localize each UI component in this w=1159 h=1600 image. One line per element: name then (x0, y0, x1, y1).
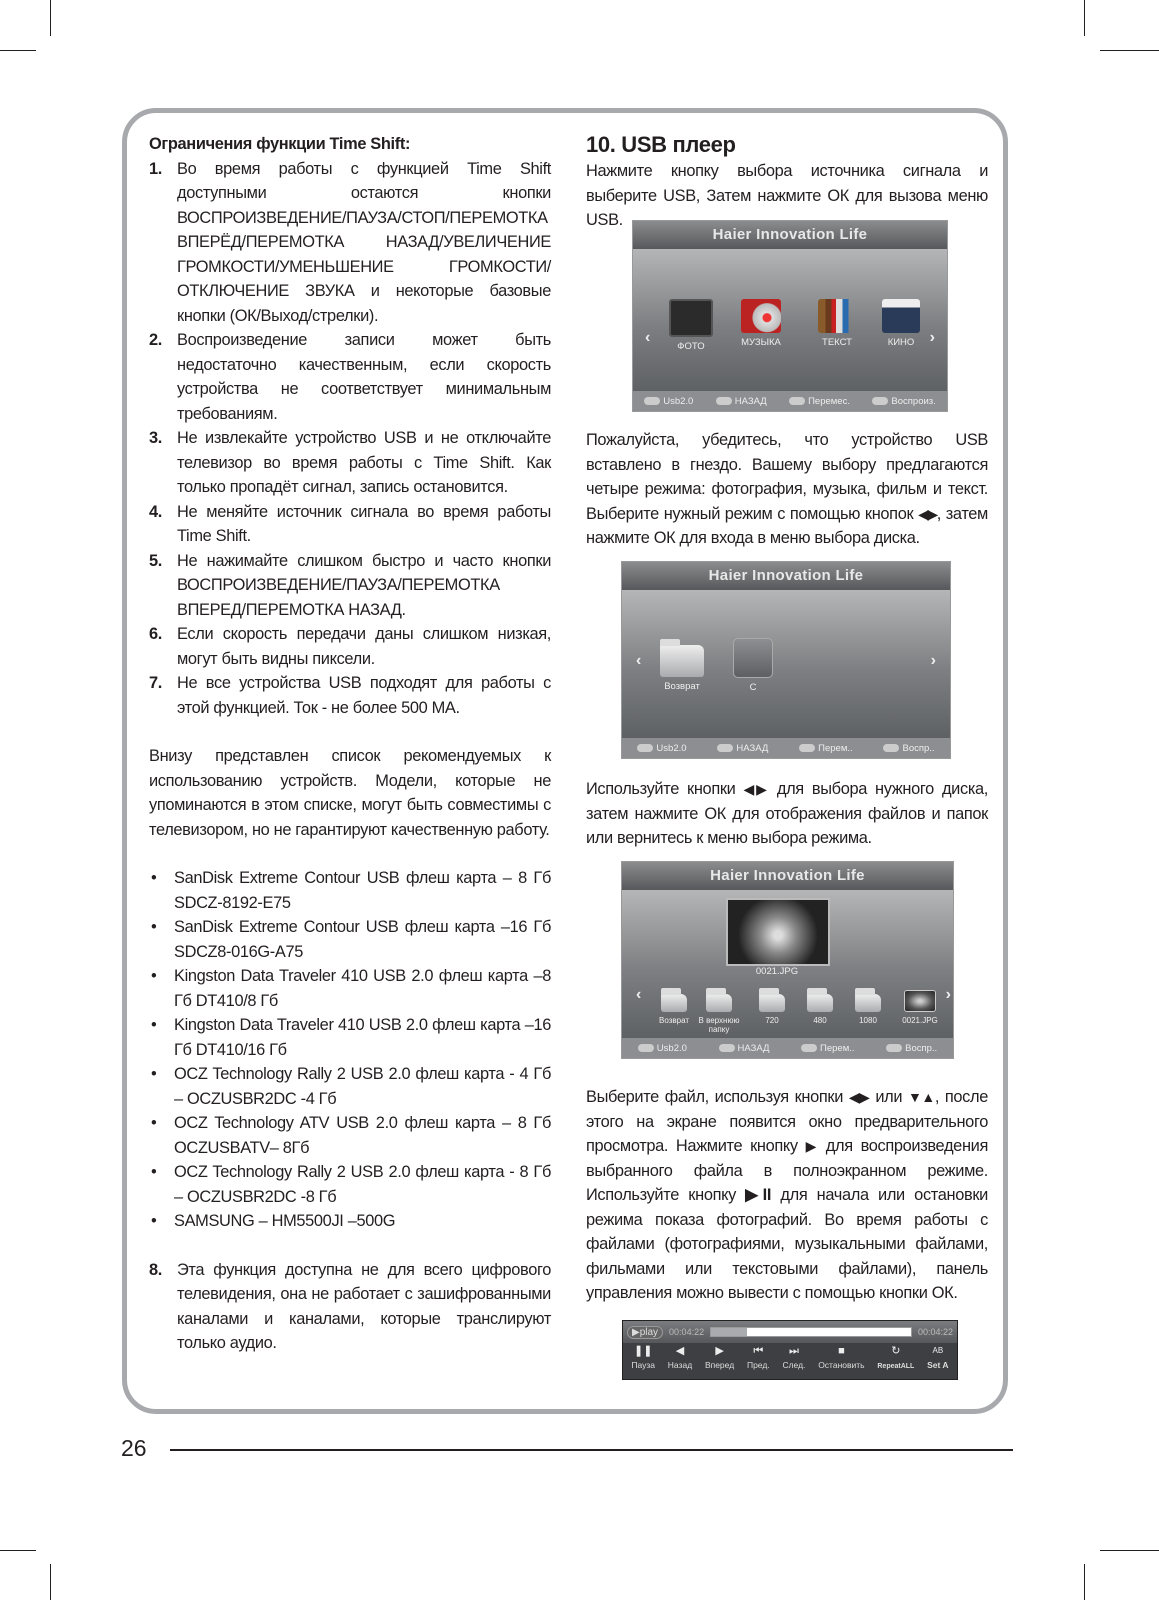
screen-footer (633, 391, 947, 411)
paragraph-usb-intro: Нажмите кнопку выбора источника сигнала и выберите USB, Затем нажмите ОК для вызова меню USB. (586, 162, 988, 229)
list-item (149, 671, 551, 720)
tile-label: В верхнюю папку (698, 1016, 740, 1034)
footer-back: НАЗАД (716, 396, 767, 407)
footer-back: НАЗАД (719, 1043, 770, 1054)
text: , затем нажмите ОК для входа в меню выбора диска. (586, 504, 988, 547)
chevron-left-icon[interactable]: ‹ (636, 986, 642, 1003)
item-text: Не все устройства USB подходят для работы с этой функцией. Ток - не более 500 МА. (177, 674, 551, 717)
chevron-left-icon[interactable]: ‹ (636, 652, 642, 669)
item-number: 3. (149, 429, 162, 447)
folder-up-icon (706, 994, 732, 1012)
list-item (149, 622, 551, 671)
bullet-icon: • (151, 869, 157, 887)
crop-mark (50, 1564, 51, 1600)
page-number: 26 (121, 1435, 147, 1461)
tile-label: 0021.JPG (902, 1016, 938, 1025)
screen-footer (622, 738, 950, 758)
repeat-icon: ↻ (891, 1345, 901, 1357)
mode-text[interactable] (813, 299, 861, 348)
crop-mark (0, 50, 36, 51)
tile-label: МУЗЫКА (741, 337, 781, 348)
tile-return[interactable] (654, 994, 694, 1025)
bullet-icon: • (151, 1212, 157, 1230)
tile-return[interactable] (656, 645, 708, 692)
item-number: 7. (149, 674, 162, 692)
footer-usb: Usb2.0 (644, 396, 693, 407)
tile-label: C (749, 682, 757, 693)
item-number: 5. (149, 551, 162, 570)
footer-usb: Usb2.0 (638, 1043, 687, 1054)
screen-title: Haier Innovation Life (622, 562, 950, 590)
device-text: Kingston Data Traveler 410 USB 2.0 флеш карта –8 Гб DT410/8 Гб (174, 967, 551, 1010)
usb-file-browser-screen (621, 861, 954, 1059)
footer-move: Перем.. (799, 743, 853, 754)
device-text: OCZ Technology Rally 2 USB 2.0 флеш карта - 8 Гб – OCZUSBR2DC -8 Гб (174, 1163, 551, 1206)
text: для воспроизведения выбранного файла в полноэкранном режиме. Используйте кнопку (586, 1137, 988, 1204)
tile-disk-c[interactable] (728, 638, 778, 693)
footer-back: НАЗАД (717, 743, 768, 754)
device-item (149, 964, 551, 1013)
preview-caption: 0021.JPG (755, 966, 799, 977)
time-total: 00:04:22 (917, 1327, 953, 1337)
time-current: 00:04:22 (669, 1327, 705, 1337)
tile-label: ФОТО (677, 341, 705, 352)
chevron-right-icon[interactable]: › (929, 329, 935, 346)
item-number: 4. (149, 502, 162, 521)
rewind-button[interactable]: ◀ Назад (667, 1345, 693, 1370)
tile-label: 720 (765, 1016, 779, 1025)
media-control-panel (622, 1320, 958, 1380)
text: , после этого на экране появится окно предварительного просмотра. Нажмите кнопку (586, 1088, 988, 1155)
progress-bar[interactable] (710, 1327, 912, 1337)
mode-movie[interactable] (879, 299, 923, 348)
screen-footer (622, 1038, 953, 1058)
footer-play: Воспроиз. (872, 396, 935, 407)
next-icon: ⏭ (788, 1345, 799, 1357)
folder-icon (807, 994, 833, 1012)
footer-move: Перем.. (801, 1043, 855, 1054)
crop-mark (1084, 1564, 1085, 1600)
device-text: SAMSUNG – HM5500JI –500G (174, 1212, 396, 1230)
folder-icon (759, 994, 785, 1012)
bullet-icon: • (151, 918, 157, 936)
music-disc-icon (741, 299, 781, 333)
footer-rule (170, 1449, 1013, 1451)
item-number: 8. (149, 1260, 162, 1279)
list-item (149, 426, 551, 500)
pause-button[interactable]: ❚❚ Пауза (631, 1345, 656, 1370)
folder-icon (855, 994, 881, 1012)
bullet-icon: • (151, 1114, 157, 1132)
crop-mark (1100, 50, 1159, 51)
footer-play: Воспр.. (883, 743, 934, 754)
text: для выбора нужного диска, затем нажмите ОК для отображения файлов и папок или вернитесь к меню выбора режима. (586, 780, 988, 847)
device-item (149, 915, 551, 964)
item-text: Воспроизведение записи может быть недостаточно качественным, если скорость устройства не соответствует минимальным требованиям. (177, 331, 551, 423)
right-column (586, 132, 988, 233)
folder-return-icon (661, 994, 687, 1012)
device-item (149, 1111, 551, 1160)
paragraph-file-select (586, 1085, 988, 1306)
tile-label: 480 (813, 1016, 827, 1025)
mode-music[interactable] (735, 299, 787, 348)
bullet-icon: • (151, 967, 157, 985)
bullet-icon: • (151, 1065, 157, 1083)
device-text: SanDisk Extreme Contour USB флеш карта –16 Гб SDCZ8-016G-A75 (174, 918, 551, 961)
text: Выберите файл, используя кнопки (586, 1088, 844, 1106)
left-right-arrows-icon: ◀▶ (918, 505, 937, 522)
clapperboard-icon (882, 299, 920, 333)
item-text: Во время работы с функцией Time Shift доступными остаются кнопки ВОСПРОИЗВЕДЕНИЕ/ПАУЗА/СТОП/ПЕРЕМОТКА ВПЕРЁД/ПЕРЕМОТКА НАЗАД/УВЕЛИЧЕНИЕ ГРОМКОСТИ/УМЕНЬШЕНИЕ ГРОМКОСТИ/ОТКЛЮЧЕНИЕ ЗВУКА и некоторые базовые кнопки (ОК/Выход/стрелки). (177, 159, 551, 325)
timeshift-heading: Ограничения функции Time Shift: (149, 135, 411, 153)
device-item (149, 866, 551, 915)
forward-button[interactable]: ▶ Вперед (704, 1345, 735, 1370)
list-item (149, 157, 551, 329)
tile-file-jpg[interactable] (898, 990, 942, 1025)
item-number: 6. (149, 625, 162, 643)
item-text: Если скорость передачи даны слишком низкая, могут быть видны пиксели. (177, 625, 551, 668)
tile-parent-folder[interactable] (696, 994, 742, 1034)
down-up-arrows-icon: ▼▲ (907, 1089, 935, 1105)
camera-icon (669, 299, 713, 337)
tile-folder-480[interactable] (800, 994, 840, 1025)
previous-icon: ⏮ (753, 1345, 764, 1357)
device-item (149, 1160, 551, 1209)
device-text: OCZ Technology Rally 2 USB 2.0 флеш карта - 4 Гб – OCZUSBR2DC -4 Гб (174, 1065, 551, 1108)
list-item (149, 328, 551, 426)
list-item (149, 500, 551, 549)
usb-disk-screen (621, 561, 951, 759)
left-column (149, 132, 551, 1356)
devices-intro: Внизу представлен список рекомендуемых к использованию устройств. Модели, которые не упоминаются в этом списке, могут быть совместимы с телевизором, но не гарантируют качественную работу. (149, 747, 551, 839)
ab-repeat-icon: AB (932, 1346, 944, 1355)
next-button[interactable]: ⏭ След. (782, 1345, 806, 1370)
forward-icon: ▶ (715, 1345, 724, 1357)
device-item (149, 1013, 551, 1062)
item-number: 2. (149, 331, 162, 349)
crop-mark (1100, 1550, 1159, 1551)
text: Пожалуйста, убедитесь, что устройство USB вставлено в гнездо. Вашему выбору предлагаются четыре режима: фотография, музыка, фильм и текст. Выберите нужный режим с помощью кнопок (586, 431, 988, 523)
footer-usb: Usb2.0 (637, 743, 686, 754)
play-status-badge: ▶play (627, 1326, 663, 1339)
item-text: Эта функция доступна не для всего цифрового телевидения, она не работает с зашифрованными каналами и каналами, которые транслируют только аудио. (177, 1260, 551, 1352)
device-item (149, 1062, 551, 1111)
rewind-icon: ◀ (675, 1345, 685, 1357)
tile-label: Возврат (664, 681, 700, 692)
play-pause-icon: ▶II (745, 1186, 772, 1204)
image-thumbnail-icon (904, 990, 936, 1012)
chevron-left-icon[interactable]: ‹ (645, 329, 651, 346)
repeat-button[interactable]: ↻ RepeatALL (877, 1345, 915, 1370)
device-item (149, 1209, 551, 1234)
footer-move: Перемес. (789, 396, 850, 407)
item-text: Не нажимайте слишком быстро и часто кнопки ВОСПРОИЗВЕДЕНИЕ/ПАУЗА/ПЕРЕМОТКА ВПЕРЕД/ПЕРЕМОТКА НАЗАД. (177, 551, 551, 619)
item-text: Не меняйте источник сигнала во время работы Time Shift. (177, 502, 551, 545)
screen-title: Haier Innovation Life (633, 221, 947, 249)
tile-folder-1080[interactable] (848, 994, 888, 1025)
tile-label: ТЕКСТ (822, 337, 852, 348)
device-text: OCZ Technology ATV USB 2.0 флеш карта – 8 Гб OCZUSBATV– 8Гб (174, 1114, 551, 1157)
text: или (875, 1088, 903, 1106)
tile-label: Возврат (659, 1016, 689, 1025)
tile-folder-720[interactable] (752, 994, 792, 1025)
left-right-arrows-icon: ◀▶ (743, 781, 769, 797)
mode-photo[interactable] (667, 299, 715, 352)
bullet-icon: • (151, 1163, 157, 1181)
pause-icon: ❚❚ (633, 1345, 653, 1357)
folder-return-icon (660, 645, 704, 677)
crop-mark (0, 1550, 36, 1551)
stop-button[interactable]: ■ Остановить (818, 1345, 865, 1370)
item-number: 1. (149, 159, 162, 178)
preview-image (726, 898, 830, 966)
stop-icon: ■ (838, 1345, 845, 1357)
crop-mark (50, 0, 51, 36)
tile-label: 1080 (859, 1016, 877, 1025)
device-text: Kingston Data Traveler 410 USB 2.0 флеш карта –16 Гб DT410/16 Гб (174, 1016, 551, 1059)
paragraph-disk-select (586, 777, 988, 851)
paragraph-mode-select (586, 428, 988, 551)
previous-button[interactable]: ⏮ Пред. (746, 1345, 770, 1370)
bullet-icon: • (151, 1016, 157, 1034)
section-title: 10. USB плеер (586, 132, 736, 157)
books-icon (818, 299, 856, 333)
chevron-right-icon[interactable]: › (945, 986, 951, 1003)
tile-label: КИНО (887, 337, 915, 348)
device-text: SanDisk Extreme Contour USB флеш карта – 8 Гб SDCZ-8192-E75 (174, 869, 551, 912)
text: Используйте кнопки (586, 780, 736, 798)
footer-play: Воспр.. (886, 1043, 937, 1054)
list-item (149, 549, 551, 623)
left-right-arrows-icon: ◀▶ (848, 1089, 870, 1105)
screen-title: Haier Innovation Life (622, 862, 953, 890)
hard-drive-icon (733, 638, 773, 678)
list-item (149, 1258, 551, 1356)
set-a-button[interactable]: AB Set A (927, 1346, 949, 1370)
chevron-right-icon[interactable]: › (930, 652, 936, 669)
item-text: Не извлекайте устройство USB и не отключайте телевизор во время работы с Time Shift. Как только пропадёт сигнал, запись остановится. (177, 429, 551, 496)
text: для начала или остановки режима показа фотографий. Во время работы с файлами (фотографиями, музыкальными файлами, фильмами или текстовыми файлами), панель управления можно вывести с помощью кнопки ОК. (586, 1186, 988, 1302)
crop-mark (1084, 0, 1085, 36)
play-icon: ▶ (805, 1138, 818, 1154)
usb-mode-screen (632, 220, 948, 412)
